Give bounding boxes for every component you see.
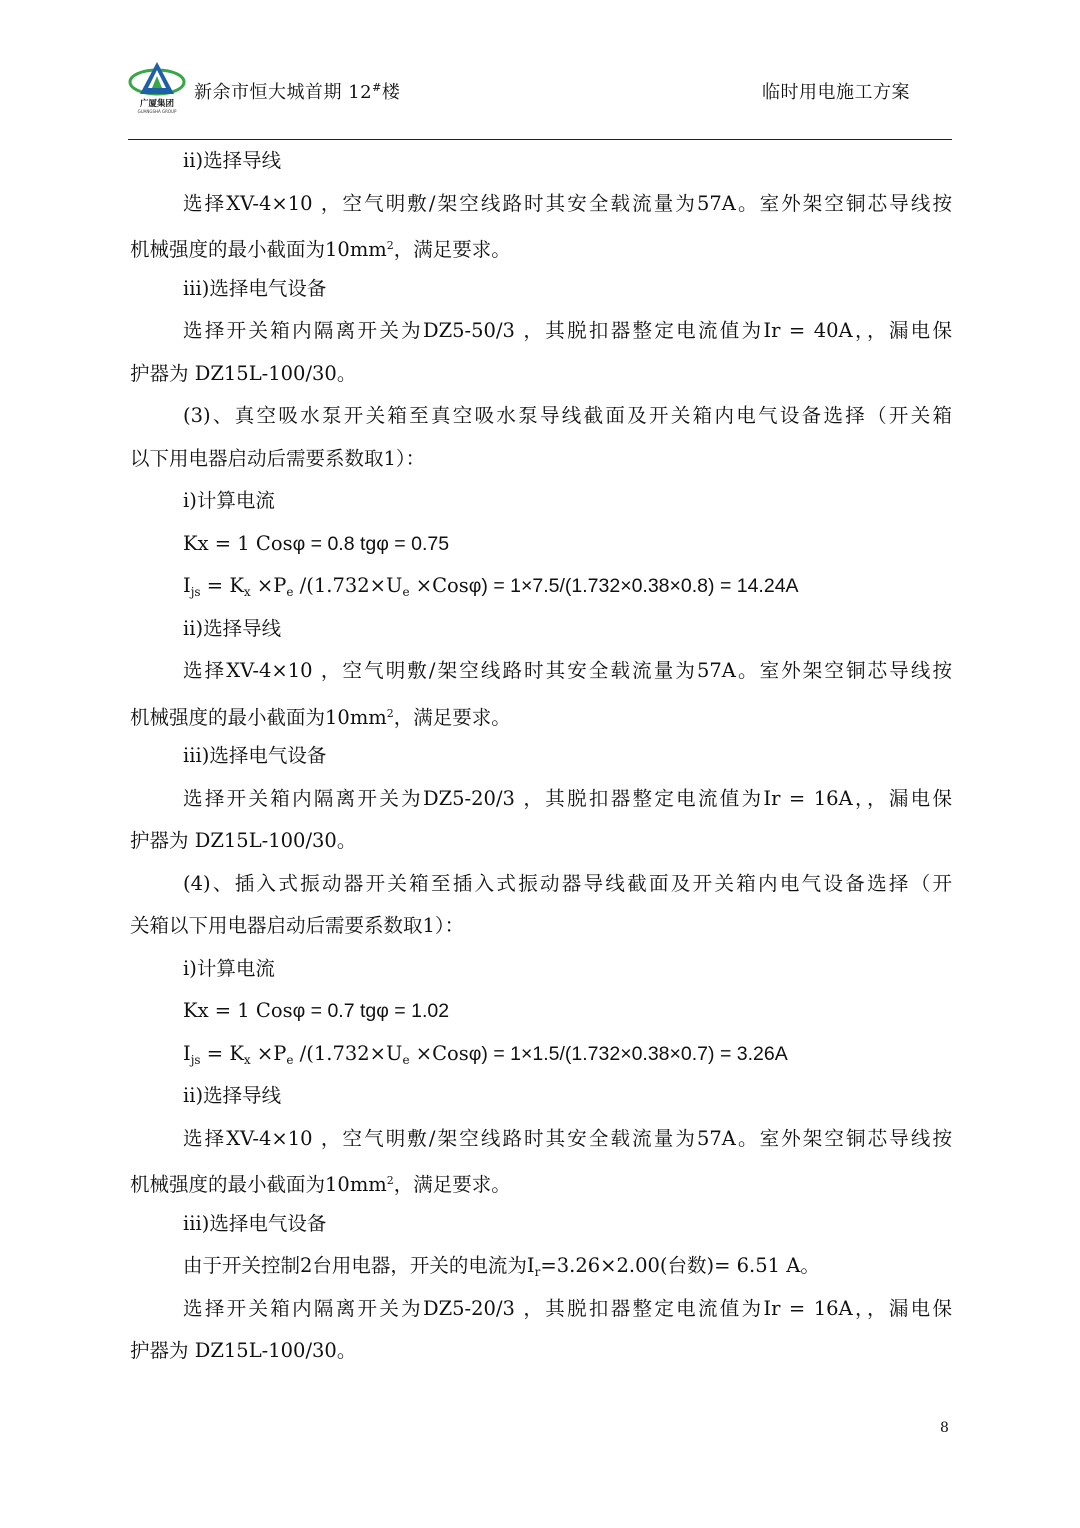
text-span: Kx = 1 Cos bbox=[183, 999, 293, 1022]
logo-text: 广厦集团 bbox=[139, 99, 175, 109]
formula-line bbox=[130, 523, 952, 566]
paragraph-line: iii)选择电气设备 bbox=[183, 276, 327, 300]
text-span: ×Cos bbox=[409, 1041, 469, 1065]
document-body bbox=[130, 140, 952, 1373]
superscript: 2 bbox=[386, 239, 394, 252]
subscript: e bbox=[286, 1052, 294, 1067]
paragraph-line: ii)选择导线 bbox=[183, 616, 282, 640]
paragraph-line: ii)选择导线 bbox=[183, 149, 282, 172]
text-span: = K bbox=[200, 574, 244, 597]
text-span: φ = 0.8 tgφ = 0.75 bbox=[292, 532, 450, 555]
page-number: 8 bbox=[940, 1420, 949, 1436]
paragraph-line: 护器为 DZ15L-100/30。 bbox=[130, 1339, 357, 1362]
paragraph-line: 护器为 DZ15L-100/30。 bbox=[130, 361, 357, 385]
text-span: I bbox=[183, 1041, 191, 1065]
page-header bbox=[128, 56, 952, 140]
paragraph-line: 关箱以下用电器启动后需要系数取1）： bbox=[130, 914, 465, 937]
paragraph-line: (4)、插入式振动器开关箱至插入式振动器导线截面及开关箱内电气设备选择（开 bbox=[183, 871, 952, 895]
project-title-main: 新余市恒大城首期 12 bbox=[194, 82, 373, 103]
paragraph-line bbox=[130, 1160, 952, 1203]
text-span: = K bbox=[200, 1041, 244, 1065]
paragraph-line: i)计算电流 bbox=[183, 956, 275, 980]
text-span: 由于开关控制2台用电器，开关的电流为I bbox=[183, 1254, 535, 1277]
text-span: =3.26×2.00(台数)= 6.51 A。 bbox=[540, 1254, 820, 1277]
text-span: 机械强度的最小截面为10mm bbox=[130, 1173, 387, 1196]
paragraph-line: ii)选择导线 bbox=[183, 1084, 282, 1107]
paragraph-line: iii)选择电气设备 bbox=[183, 744, 327, 767]
text-span: 机械强度的最小截面为10mm bbox=[130, 705, 387, 729]
paragraph-line bbox=[130, 693, 952, 736]
text-span: ，满足要求。 bbox=[393, 238, 511, 261]
paragraph-line bbox=[130, 225, 952, 268]
text-span: ×Cos bbox=[409, 574, 469, 597]
subscript: x bbox=[243, 585, 251, 599]
paragraph-line: i)计算电流 bbox=[183, 489, 275, 512]
text-span: φ) = 1×1.5/(1.732×0.38×0.7) = 3.26A bbox=[468, 1042, 788, 1065]
subscript: e bbox=[402, 585, 410, 599]
project-title bbox=[194, 78, 400, 104]
subscript: x bbox=[243, 1052, 251, 1067]
paragraph-line: (3)、真空吸水泵开关箱至真空吸水泵导线截面及开关箱内电气设备选择（开关箱 bbox=[183, 404, 952, 427]
paragraph-line: 选择XV-4×10 ，空气明敷/架空线路时其安全载流量为57A。室外架空铜芯导线按 bbox=[183, 191, 952, 215]
text-span: ，满足要求。 bbox=[393, 1173, 511, 1196]
formula-line bbox=[130, 565, 952, 608]
paragraph-line: 以下用电器启动后需要系数取1）： bbox=[130, 446, 426, 470]
text-span: φ = 0.7 tgφ = 1.02 bbox=[292, 1000, 450, 1022]
text-span: /(1.732×U bbox=[293, 574, 403, 597]
formula-line bbox=[130, 990, 952, 1033]
subscript: js bbox=[190, 585, 201, 599]
project-title-suffix: 楼 bbox=[381, 82, 401, 103]
text-span: 机械强度的最小截面为10mm bbox=[130, 238, 387, 261]
text-span: I bbox=[183, 574, 191, 597]
superscript: 2 bbox=[386, 1174, 394, 1187]
paragraph-line: 选择XV-4×10 ，空气明敷/架空线路时其安全载流量为57A。室外架空铜芯导线按 bbox=[183, 1126, 952, 1150]
text-span: Kx = 1 Cos bbox=[183, 531, 293, 555]
paragraph-line: 选择XV-4×10 ，空气明敷/架空线路时其安全载流量为57A。室外架空铜芯导线按 bbox=[183, 659, 952, 682]
paragraph-line: 选择开关箱内隔离开关为DZ5-50/3 ，其脱扣器整定电流值为Ir = 40A，，漏电保 bbox=[183, 319, 952, 342]
formula-line bbox=[130, 1033, 952, 1076]
company-logo bbox=[128, 56, 186, 114]
document-title: 临时用电施工方案 bbox=[762, 82, 910, 103]
text-span: ×P bbox=[250, 1041, 287, 1065]
text-span: ，满足要求。 bbox=[393, 705, 511, 729]
text-span: /(1.732×U bbox=[293, 1041, 403, 1065]
paragraph-line: 选择开关箱内隔离开关为DZ5-20/3 ，其脱扣器整定电流值为Ir = 16A，，漏电保 bbox=[183, 786, 952, 810]
subscript: js bbox=[190, 1052, 201, 1067]
paragraph-line bbox=[130, 1245, 952, 1288]
subscript: r bbox=[534, 1265, 541, 1279]
subscript: e bbox=[286, 585, 294, 599]
subscript: e bbox=[402, 1052, 410, 1067]
paragraph-line: iii)选择电气设备 bbox=[183, 1211, 327, 1235]
paragraph-line: 选择开关箱内隔离开关为DZ5-20/3 ，其脱扣器整定电流值为Ir = 16A，，漏电保 bbox=[183, 1296, 952, 1320]
text-span: ×P bbox=[250, 574, 287, 597]
project-title-sup: # bbox=[372, 81, 382, 94]
paragraph-line: 护器为 DZ15L-100/30。 bbox=[130, 829, 357, 852]
text-span: φ) = 1×7.5/(1.732×0.38×0.8) = 14.24A bbox=[468, 575, 799, 597]
logo-subtext: GUANGSHA GROUP bbox=[137, 109, 177, 114]
superscript: 2 bbox=[386, 706, 394, 720]
